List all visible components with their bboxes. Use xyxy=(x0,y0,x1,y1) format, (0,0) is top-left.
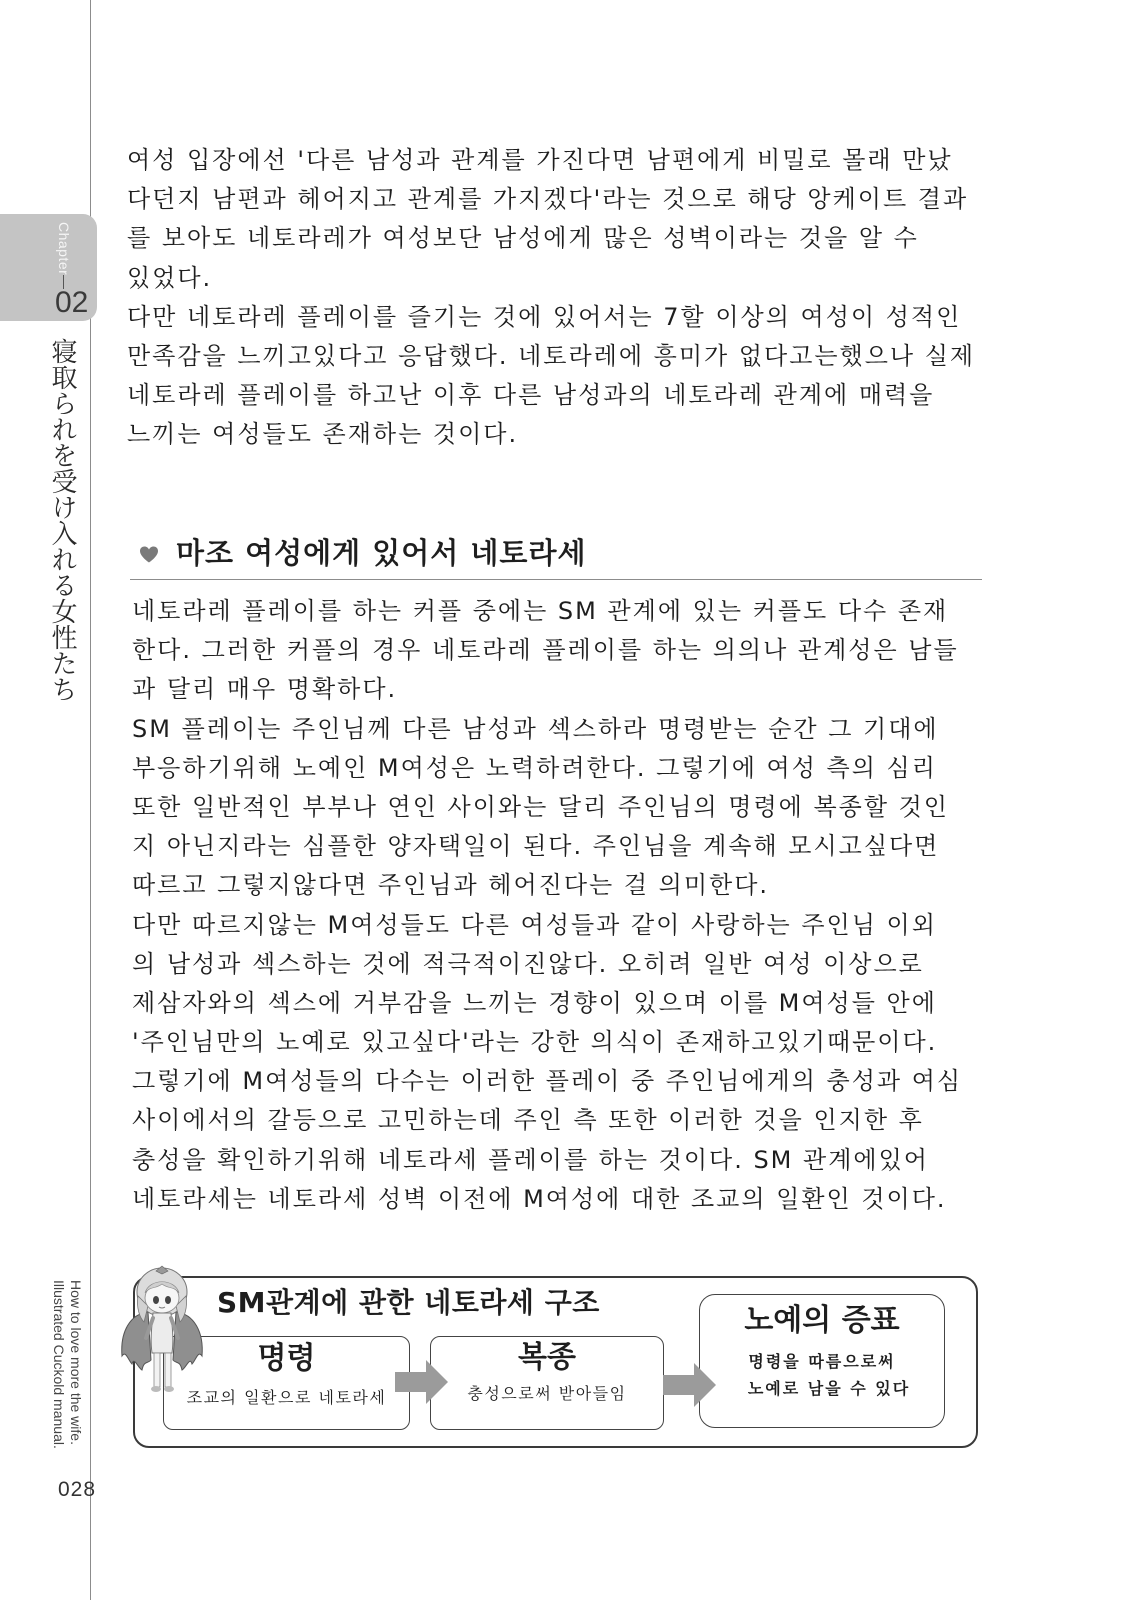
step-caption: 노예로 남을 수 있다 xyxy=(747,1379,911,1398)
step-caption: 조교의 일환으로 네토라세 xyxy=(186,1388,387,1407)
section-line: 사이에서의 갈등으로 고민하는데 주인 측 또한 이러한 것을 인지한 후 xyxy=(132,1106,924,1135)
right-arrow-icon xyxy=(663,1363,716,1407)
chapter-label: Chapter xyxy=(56,222,72,276)
section-paragraphs xyxy=(132,592,962,1219)
intro-line: 여성 입장에선 '다른 남성과 관계를 가진다면 남편에게 비밀로 몰래 만났 xyxy=(127,146,953,174)
book-title-line: Illustrated Cuckold manual. xyxy=(51,1280,67,1449)
structure-diagram xyxy=(133,1276,978,1448)
step-obedience xyxy=(430,1336,664,1430)
intro-line: 있었다. xyxy=(127,263,213,292)
right-arrow-icon xyxy=(395,1360,448,1404)
intro-line: 네토라레 플레이를 하고난 이후 다른 남성과의 네토라레 관계에 매력을 xyxy=(127,381,935,410)
section-line: 한다. 그러한 커플의 경우 네토라레 플레이를 하는 의의나 관계성은 남들 xyxy=(132,636,959,665)
step-title: 복종 xyxy=(518,1340,576,1375)
book-title xyxy=(50,1280,84,1449)
section-line: 제삼자와의 섹스에 거부감을 느끼는 경향이 있으며 이를 M여성들 안에 xyxy=(132,988,937,1017)
chapter-number: 02 xyxy=(55,286,89,319)
section-line: 지 아닌지라는 심플한 양자택일이 된다. 주인님을 계속해 모시고싶다면 xyxy=(132,832,940,861)
section-line: 부응하기위해 노예인 M여성은 노력하려한다. 그렇기에 여성 측의 심리 xyxy=(132,753,937,782)
heading-underline xyxy=(130,579,982,580)
step-caption: 충성으로써 받아들임 xyxy=(467,1384,627,1403)
page-number: 028 xyxy=(58,1478,97,1501)
section-line: 네토라세는 네토라세 성벽 이전에 M여성에 대한 조교의 일환인 것이다. xyxy=(132,1184,947,1213)
intro-paragraphs xyxy=(127,141,975,455)
section-line: '주인님만의 노예로 있고싶다'라는 강한 의식이 존재하고있기때문이다. xyxy=(132,1028,938,1057)
chapter-tab xyxy=(0,214,97,321)
step-caption: 명령을 따름으로써 xyxy=(748,1352,896,1371)
section-line: 따르고 그렇지않다면 주인님과 헤어진다는 걸 의미한다. xyxy=(132,871,770,900)
section-line: 그렇기에 M여성들의 다수는 이러한 플레이 중 주인님에게의 충성과 여심 xyxy=(132,1067,963,1096)
intro-line: 느끼는 여성들도 존재하는 것이다. xyxy=(127,420,519,449)
section-line: 네토라레 플레이를 하는 커플 중에는 SM 관계에 있는 커플도 다수 존재 xyxy=(132,597,949,625)
section-line: 충성을 확인하기위해 네토라세 플레이를 하는 것이다. SM 관계에있어 xyxy=(132,1145,929,1174)
chibi-girl-illustration xyxy=(116,1262,208,1394)
intro-line: 를 보아도 네토라레가 여성보단 남성에게 많은 성벽이라는 것을 알 수 xyxy=(127,224,919,253)
section-line: SM 플레이는 주인님께 다른 남성과 섹스하라 명령받는 순간 그 기대에 xyxy=(132,714,939,743)
step-title: 명령 xyxy=(257,1341,316,1376)
intro-line: 다던지 남편과 헤어지고 관계를 가지겠다'라는 것으로 해당 앙케이트 결과 xyxy=(127,185,969,214)
section-line: 또한 일반적인 부부나 연인 사이와는 달리 주인님의 명령에 복종할 것인 xyxy=(132,792,949,821)
step-slave-proof xyxy=(699,1294,945,1428)
section-line: 다만 따르지않는 M여성들도 다른 여성들과 같이 사랑하는 주인님 이외 xyxy=(132,910,937,939)
section-line: 의 남성과 섹스하는 것에 적극적이진않다. 오히려 일반 여성 이상으로 xyxy=(132,949,924,978)
intro-line: 만족감을 느끼고있다고 응답했다. 네토라레에 흥미가 없다고는했으나 실제 xyxy=(127,341,976,370)
heart-icon xyxy=(139,545,159,564)
chapter-title: 寝取られを受け入れる女性たち xyxy=(47,338,77,702)
book-title-line: How to love more the wife. xyxy=(68,1280,84,1445)
section-heading: 마조 여성에게 있어서 네토라세 xyxy=(176,536,587,570)
section-line: 과 달리 매우 명확하다. xyxy=(132,675,398,704)
diagram-title: SM관계에 관한 네토라세 구조 xyxy=(217,1286,600,1319)
intro-line: 다만 네토라레 플레이를 즐기는 것에 있어서는 7할 이상의 여성이 성적인 xyxy=(127,302,962,331)
step-title: 노예의 증표 xyxy=(744,1303,900,1338)
